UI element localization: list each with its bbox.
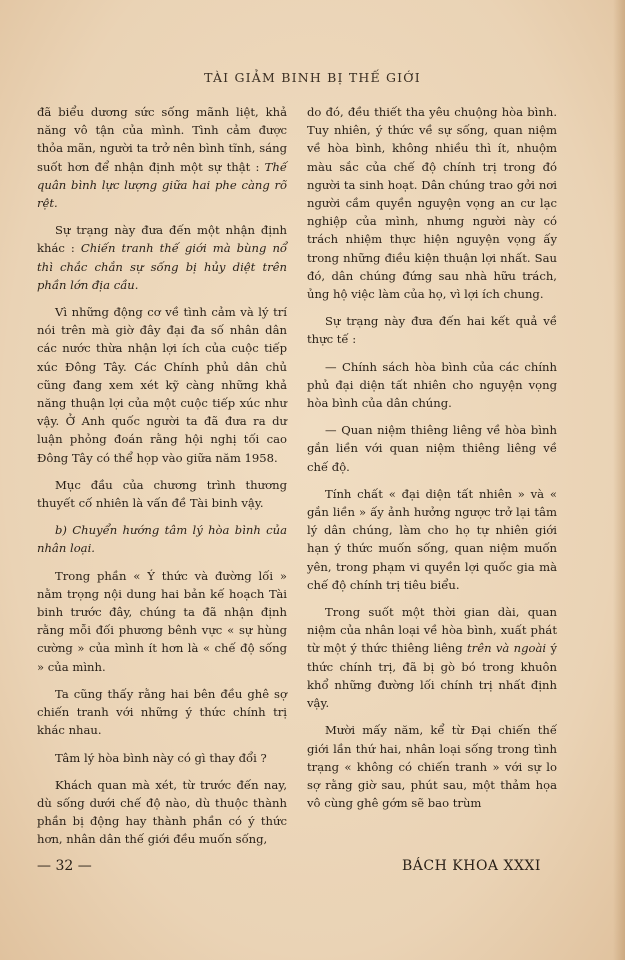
paragraph-text: Trong suốt một thời gian dài, quan niệm của nhân loại về hòa bình, xuất phát từ một ý thức thiêng liêng [307, 605, 557, 656]
paragraph: Vì những động cơ về tình cảm và lý trí nói trên mà giờ đây đại đa số nhân dân các nước thừa nhận lợi ích của cuộc tiếp xúc Đông Tây. Các Chính phủ dân chủ cũng đang xem xét kỹ càng những khả năng thuận lợi của một cuộc tiếp xúc như vậy. Ở Anh quốc người ta đã đưa ra dư luận phỏng đoán rằng hội nghị tối cao Đông Tây có thể họp vào giữa năm 1958. [37, 305, 287, 465]
paragraph: — Quan niệm thiêng liêng về hòa bình gắn liền với quan niệm thiêng liêng về chế độ. [307, 423, 557, 474]
italic-text: Chiến tranh thế giới mà bùng nổ thì chắc chắn sự sống bị hủy diệt trên phần lớn địa cầu. [37, 241, 287, 292]
paragraph [307, 603, 557, 712]
paragraph: Sự trạng này đưa đến hai kết quả về thực tế : [307, 314, 557, 347]
paragraph-text: đã biểu dương sức sống mãnh liệt, khả năng vô tận của mình. Tình cảm được thỏa mãn, người ta trở nên bình tĩnh, sáng suốt hơn để nhận định một sự thật : [37, 105, 287, 174]
paragraph: Mười mấy năm, kể từ Đại chiến thế giới lần thứ hai, nhân loại sống trong tình trạng « không có chiến tranh » với sự lo sợ rằng giờ sau, phút sau, một thảm họa vô cùng ghê gớm sẽ bao trùm [307, 723, 557, 811]
paragraph: — Chính sách hòa bình của các chính phủ đại diện tất nhiên cho nguyện vọng hòa bình của dân chúng. [307, 359, 557, 411]
page-number: — 32 — [37, 858, 92, 874]
italic-text: Thế quân bình lực lượng giữa hai phe càng rõ rệt. [37, 159, 288, 211]
page-edge-shadow [613, 0, 625, 960]
right-column [307, 103, 557, 821]
paragraph [37, 221, 287, 294]
paragraph [37, 103, 287, 212]
paragraph: Tính chất « đại diện tất nhiên » và « gắn liền » ấy ảnh hưởng ngược trở lại tâm lý dân chúng, làm cho họ tự nhiên giới hạn ý thức muốn sống, quan niệm muốn yên, trong phạm vi quyền lợi quốc gia mà chế độ chính trị tiêu biểu. [307, 486, 557, 592]
italic-text: trên và ngoài [467, 641, 547, 656]
paragraph: do đó, đều thiết tha yêu chuộng hòa bình. Tuy nhiên, ý thức về sự sống, quan niệm về hòa bình, không nhiều thì ít, nhuộm màu sắc của chế độ chính trị trong đó người ta sinh hoạt. Dân chúng trao gởi nơi người cầm quyền nguyện vọng an cư lạc nghiệp của mình, nhưng người này có trách nhiệm thực hiện nguyện vọng ấy trong những điều kiện thuận lợi nhất. Sau đó, dân chúng đứng sau nhà hữu trách, ủng hộ việc làm của họ, vì lợi ích chung. [307, 105, 557, 302]
paragraph: Tâm lý hòa bình này có gì thay đổi ? [55, 750, 267, 765]
paragraph: Mục đầu của chương trình thương thuyết cố nhiên là vấn đề Tài binh vậy. [37, 477, 287, 511]
paragraph: Khách quan mà xét, từ trước đến nay, dù sống dưới chế độ nào, dù thuộc thành phần bị động hay thành phần có ý thức hơn, nhân dân thế giới đều muốn sống, [37, 777, 287, 847]
paragraph: Trong phần « Ý thức và đường lối » nằm trọng nội dung hai bản kế hoạch Tài binh trước đây, chúng ta đã nhận định rằng mỗi đối phương bênh vực « sự hùng cường » của mình ít hơn là « chế độ sống » của mình. [37, 568, 287, 674]
paragraph-text: ý thức chính trị, đã bị gò bó trong khuôn khổ những đường lối chính trị nhất định vậy. [307, 641, 557, 711]
left-column [37, 103, 287, 858]
paragraph: Ta cũng thấy rằng hai bên đều ghê sợ chiến tranh với những ý thức chính trị khác nhau. [37, 686, 287, 738]
journal-name: BÁCH KHOA XXXI [402, 858, 541, 874]
running-header: TÀI GIẢM BINH BỊ THẾ GIỚI [204, 70, 421, 85]
section-subheading: b) Chuyển hướng tâm lý hòa bình của nhân loại. [37, 523, 287, 556]
paragraph-text: Sự trạng này đưa đến một nhận định khác : [37, 223, 287, 256]
